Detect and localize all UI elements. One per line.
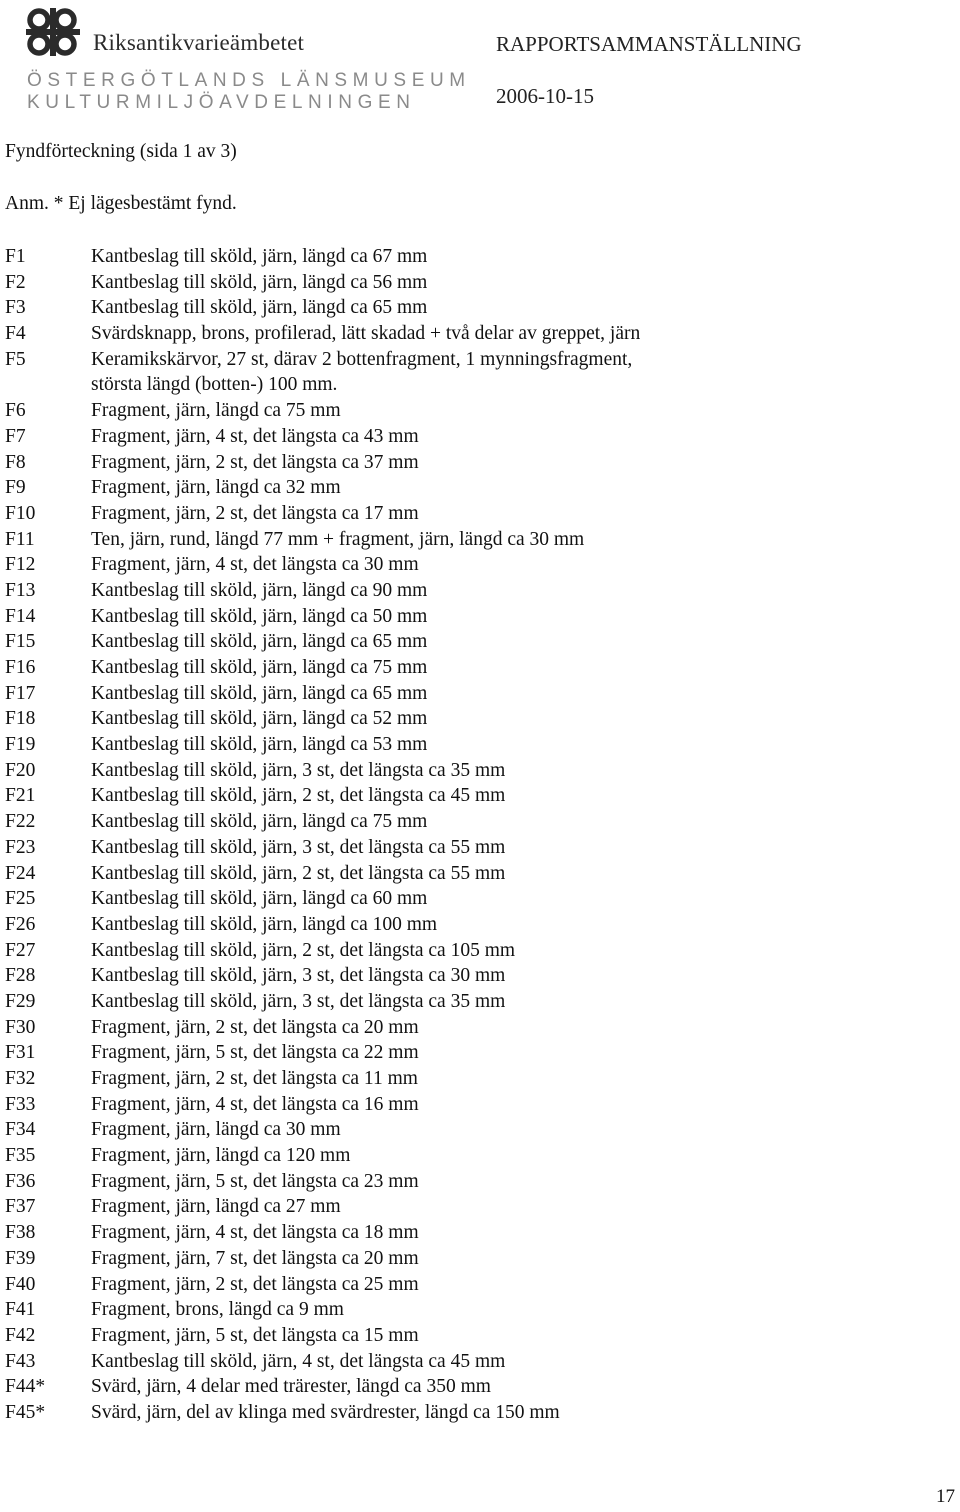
find-description: Keramikskärvor, 27 st, därav 2 bottenfragment, 1 mynningsfragment, [91,348,633,370]
find-description: Kantbeslag till sköld, järn, längd ca 65 mm [91,682,428,704]
find-description: största längd (botten-) 100 mm. [91,374,338,396]
report-title: RAPPORTSAMMANSTÄLLNING [496,32,802,56]
list-item [5,629,945,655]
find-description: Svärdsknapp, brons, profilerad, lätt skadad + två delar av greppet, järn [91,323,641,345]
find-id: F35 [5,1145,36,1167]
find-id: F39 [5,1247,36,1269]
find-id: F31 [5,1042,36,1064]
find-id: F12 [5,554,36,576]
find-description: Kantbeslag till sköld, järn, 3 st, det längsta ca 55 mm [91,836,506,858]
find-description: Kantbeslag till sköld, järn, längd ca 60 mm [91,888,428,910]
list-item [5,1194,945,1220]
riksantikvarieambetet-logo-icon [24,6,82,58]
find-id: F37 [5,1196,36,1218]
list-item [5,578,945,604]
find-id: F21 [5,785,36,807]
find-id: F7 [5,425,26,447]
find-id: F1 [5,246,26,267]
annotation-note: Anm. * Ej lägesbestämt fynd. [5,193,237,214]
find-id: F20 [5,759,36,781]
find-id: F15 [5,631,36,653]
find-id: F23 [5,836,36,858]
find-description: Kantbeslag till sköld, järn, längd ca 75 mm [91,657,428,678]
find-description: Kantbeslag till sköld, järn, 2 st, det längsta ca 105 mm [91,939,516,961]
museum-line: ÖSTERGÖTLANDS LÄNSMUSEUM [27,70,471,91]
find-description: Fragment, järn, 5 st, det längsta ca 15 mm [91,1324,419,1346]
find-id: F17 [5,682,36,704]
find-id: F45* [5,1401,46,1423]
list-item [5,655,945,681]
find-id: F14 [5,605,36,627]
find-description: Kantbeslag till sköld, järn, 2 st, det längsta ca 55 mm [91,862,506,884]
find-id: F10 [5,502,36,524]
find-description: Kantbeslag till sköld, järn, längd ca 56 mm [91,271,428,293]
list-item [5,912,945,938]
find-description: Svärd, järn, 4 delar med trärester, längd ca 350 mm [91,1376,491,1398]
find-description: Fragment, järn, längd ca 120 mm [91,1145,351,1167]
list-item [5,424,945,450]
find-id: F43 [5,1350,36,1372]
list-item [5,321,945,347]
find-id: F41 [5,1299,36,1321]
list-item [5,963,945,989]
find-description: Fragment, järn, 4 st, det längsta ca 30 mm [91,554,419,576]
find-id: F25 [5,888,36,910]
list-item [5,1323,945,1349]
find-description: Kantbeslag till sköld, järn, längd ca 50 mm [91,605,428,627]
find-description: Kantbeslag till sköld, järn, 3 st, det längsta ca 35 mm [91,759,506,781]
find-id: F28 [5,965,36,987]
find-id: F13 [5,579,36,601]
list-item [5,527,945,553]
document-subtitle: Fyndförteckning (sida 1 av 3) [5,141,237,162]
department-line: KULTURMILJÖAVDELNINGEN [27,92,416,113]
list-item [5,1297,945,1323]
find-description: Kantbeslag till sköld, järn, längd ca 90 mm [91,579,428,601]
find-id: F16 [5,657,36,678]
museum-department [27,70,471,114]
list-item [5,552,945,578]
list-item [5,398,945,424]
find-id: F9 [5,477,26,499]
list-item [5,1015,945,1041]
list-item [5,861,945,887]
find-description: Fragment, järn, 2 st, det längsta ca 11 mm [91,1068,418,1089]
find-description: Kantbeslag till sköld, järn, längd ca 52 mm [91,708,428,730]
list-item [5,1220,945,1246]
find-id: F36 [5,1170,36,1192]
find-description: Fragment, järn, 2 st, det längsta ca 25 mm [91,1273,419,1295]
find-id: F32 [5,1068,36,1089]
list-item [5,244,945,270]
find-description: Fragment, järn, längd ca 32 mm [91,477,341,499]
find-description: Fragment, järn, 5 st, det längsta ca 23 mm [91,1170,419,1192]
list-item [5,1092,945,1118]
find-id: F22 [5,811,36,833]
find-description: Fragment, järn, 7 st, det längsta ca 20 mm [91,1247,419,1269]
find-description: Fragment, järn, 4 st, det längsta ca 18 mm [91,1222,419,1244]
find-id: F42 [5,1324,36,1346]
find-description: Fragment, järn, längd ca 75 mm [91,400,341,422]
list-item [5,295,945,321]
list-item [5,1169,945,1195]
find-description: Ten, järn, rund, längd 77 mm + fragment, järn, längd ca 30 mm [91,528,585,550]
find-id: F5 [5,348,26,370]
list-item [5,835,945,861]
list-item [5,681,945,707]
list-item [5,706,945,732]
list-item [5,372,945,398]
find-list [5,244,945,1426]
find-id: F30 [5,1016,36,1038]
list-item [5,1143,945,1169]
find-id: F33 [5,1093,36,1115]
report-date: 2006-10-15 [496,84,594,108]
list-item [5,1272,945,1298]
find-description: Kantbeslag till sköld, järn, 2 st, det längsta ca 45 mm [91,785,506,807]
list-item [5,1117,945,1143]
list-item [5,1349,945,1375]
list-item [5,1066,945,1092]
find-id: F24 [5,862,36,884]
find-id: F11 [5,528,35,550]
org-name: Riksantikvarieämbetet [93,30,305,55]
find-description: Fragment, järn, 2 st, det längsta ca 20 mm [91,1016,419,1038]
list-item [5,783,945,809]
find-description: Fragment, järn, längd ca 30 mm [91,1119,341,1141]
list-item [5,450,945,476]
list-item [5,270,945,296]
list-item [5,1374,945,1400]
list-item [5,1040,945,1066]
find-description: Svärd, järn, del av klinga med svärdrester, längd ca 150 mm [91,1401,560,1423]
find-description: Fragment, järn, 2 st, det längsta ca 37 mm [91,451,419,473]
find-description: Kantbeslag till sköld, järn, längd ca 100 mm [91,913,438,935]
find-description: Fragment, järn, 2 st, det längsta ca 17 mm [91,502,419,524]
find-id: F3 [5,297,26,319]
find-description: Fragment, järn, 4 st, det längsta ca 16 mm [91,1093,419,1115]
find-description: Kantbeslag till sköld, järn, längd ca 65 mm [91,297,428,319]
find-id: F4 [5,323,26,345]
list-item [5,1246,945,1272]
find-id: F44* [5,1376,46,1398]
list-item [5,501,945,527]
find-description: Kantbeslag till sköld, järn, 3 st, det längsta ca 30 mm [91,965,506,987]
list-item [5,475,945,501]
find-description: Fragment, brons, längd ca 9 mm [91,1299,344,1321]
page-header [0,0,960,120]
list-item [5,732,945,758]
page-number: 17 [936,1486,955,1507]
list-item [5,347,945,373]
find-description: Fragment, järn, 4 st, det längsta ca 43 mm [91,425,419,447]
find-id: F34 [5,1119,36,1141]
find-description: Kantbeslag till sköld, järn, längd ca 53 mm [91,734,428,756]
list-item [5,604,945,630]
find-id: F40 [5,1273,36,1295]
find-id: F26 [5,913,36,935]
find-id: F27 [5,939,36,961]
list-item [5,809,945,835]
find-id: F29 [5,990,36,1012]
find-description: Fragment, järn, längd ca 27 mm [91,1196,341,1218]
list-item [5,758,945,784]
list-item [5,1400,945,1426]
find-description: Kantbeslag till sköld, järn, längd ca 67 mm [91,246,428,267]
list-item [5,886,945,912]
find-id: F19 [5,734,36,756]
find-description: Kantbeslag till sköld, järn, 4 st, det längsta ca 45 mm [91,1350,506,1372]
find-description: Kantbeslag till sköld, järn, 3 st, det längsta ca 35 mm [91,990,506,1012]
find-id: F8 [5,451,26,473]
list-item [5,989,945,1015]
find-id: F18 [5,708,36,730]
find-id: F6 [5,400,26,422]
find-description: Kantbeslag till sköld, järn, längd ca 65 mm [91,631,428,653]
find-id: F38 [5,1222,36,1244]
find-description: Kantbeslag till sköld, järn, längd ca 75 mm [91,811,428,833]
list-item [5,938,945,964]
find-description: Fragment, järn, 5 st, det längsta ca 22 mm [91,1042,419,1064]
find-id: F2 [5,271,26,293]
find-id [5,372,91,398]
